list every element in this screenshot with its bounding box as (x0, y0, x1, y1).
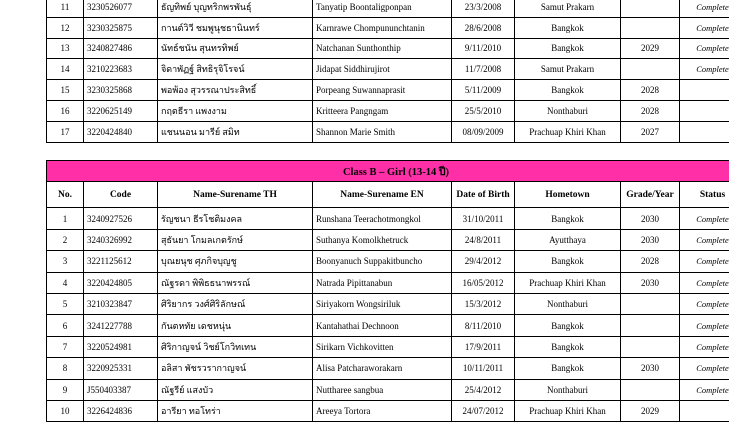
cell-no: 4 (47, 272, 84, 293)
cell-dob: 9/11/2010 (452, 38, 515, 59)
cell-status: Complete (680, 315, 729, 336)
cell-dob: 24/8/2011 (452, 229, 515, 250)
girls-table-previous-class (46, 0, 729, 143)
cell-name-th: กานต์วิวี ชมพูนุชธานินทร์ (158, 17, 313, 38)
cell-grade: 2030 (621, 229, 680, 250)
cell-grade: 2028 (621, 251, 680, 272)
table-row (47, 358, 729, 379)
table-row (47, 208, 729, 229)
table-row (47, 293, 729, 314)
cell-code: J550403387 (84, 379, 158, 400)
cell-dob: 5/11/2009 (452, 80, 515, 101)
cell-name-en: Kantahathai Dechnoon (313, 315, 452, 336)
cell-name-en: Areeya Tortora (313, 400, 452, 421)
cell-status: Complete (680, 379, 729, 400)
cell-no: 5 (47, 293, 84, 314)
cell-grade: 2030 (621, 208, 680, 229)
cell-status: Complete (680, 17, 729, 38)
cell-status: Complete (680, 272, 729, 293)
cell-no: 13 (47, 38, 84, 59)
cell-grade: 2027 (621, 121, 680, 142)
header-hometown: Hometown (515, 182, 621, 208)
cell-code: 3230526077 (84, 0, 158, 17)
header-dob: Date of Birth (452, 182, 515, 208)
cell-name-en: Boonyanuch Suppakitbuncho (313, 251, 452, 272)
cell-grade (621, 293, 680, 314)
table-row (47, 272, 729, 293)
cell-no: 1 (47, 208, 84, 229)
cell-no: 2 (47, 229, 84, 250)
cell-code: 3230325875 (84, 17, 158, 38)
cell-dob: 23/3/2008 (452, 0, 515, 17)
cell-status (680, 121, 729, 142)
cell-code: 3241227788 (84, 315, 158, 336)
cell-name-en: Suthanya Komolkhetruck (313, 229, 452, 250)
cell-name-th: จิดาพัฏฐ์ สิทธิรุจิโรจน์ (158, 59, 313, 80)
cell-name-en: Natchanan Sunthonthip (313, 38, 452, 59)
cell-status (680, 100, 729, 121)
table-row (47, 17, 729, 38)
table-row (47, 379, 729, 400)
cell-code: 3240326992 (84, 229, 158, 250)
class-b-girl-table (46, 160, 729, 422)
cell-hometown: Ayutthaya (515, 229, 621, 250)
cell-status (680, 80, 729, 101)
header-no: No. (47, 182, 84, 208)
table-row (47, 38, 729, 59)
cell-status: Complete (680, 251, 729, 272)
cell-hometown: Bangkok (515, 315, 621, 336)
cell-grade: 2030 (621, 358, 680, 379)
cell-code: 3210223683 (84, 59, 158, 80)
cell-name-th: ศิริกาญจน์ วิชย์โกวิทเทน (158, 336, 313, 357)
cell-hometown: Bangkok (515, 208, 621, 229)
cell-code: 3220925331 (84, 358, 158, 379)
cell-hometown: Nonthaburi (515, 379, 621, 400)
cell-dob: 16/05/2012 (452, 272, 515, 293)
cell-no: 12 (47, 17, 84, 38)
cell-code: 3230325868 (84, 80, 158, 101)
cell-grade (621, 17, 680, 38)
cell-dob: 31/10/2011 (452, 208, 515, 229)
cell-name-en: Jidapat Siddhirujirot (313, 59, 452, 80)
table-row (47, 59, 729, 80)
table-row (47, 336, 729, 357)
cell-status: Complete (680, 336, 729, 357)
cell-name-th: พอพ้อง สุวรรณาประสิทธิ์ (158, 80, 313, 101)
table-row (47, 229, 729, 250)
cell-name-en: Porpeang Suwannaprasit (313, 80, 452, 101)
cell-dob: 17/9/2011 (452, 336, 515, 357)
cell-dob: 10/11/2011 (452, 358, 515, 379)
cell-name-th: กฤตธีรา แพงงาม (158, 100, 313, 121)
cell-no: 3 (47, 251, 84, 272)
cell-grade: 2028 (621, 80, 680, 101)
cell-no: 10 (47, 400, 84, 421)
cell-grade: 2029 (621, 38, 680, 59)
cell-code: 3220424840 (84, 121, 158, 142)
cell-grade (621, 59, 680, 80)
cell-name-en: Kritteera Pangngam (313, 100, 452, 121)
cell-name-th: รัญชนา ธีรโชติมงคล (158, 208, 313, 229)
cell-grade (621, 0, 680, 17)
cell-status: Complete (680, 229, 729, 250)
cell-name-th: กันตหทัย เดชหนุ่น (158, 315, 313, 336)
table-row (47, 121, 729, 142)
cell-status: Complete (680, 293, 729, 314)
cell-dob: 8/11/2010 (452, 315, 515, 336)
cell-dob: 08/09/2009 (452, 121, 515, 142)
cell-dob: 25/4/2012 (452, 379, 515, 400)
cell-hometown: Samut Prakarn (515, 59, 621, 80)
cell-hometown: Prachuap Khiri Khan (515, 121, 621, 142)
cell-hometown: Bangkok (515, 358, 621, 379)
cell-dob: 25/5/2010 (452, 100, 515, 121)
cell-hometown: Nonthaburi (515, 293, 621, 314)
cell-no: 17 (47, 121, 84, 142)
cell-no: 8 (47, 358, 84, 379)
header-name-th: Name-Surename TH (158, 182, 313, 208)
table-row (47, 100, 729, 121)
cell-name-en: Nuttharee sangbua (313, 379, 452, 400)
cell-name-th: สุธันยา โกมลเกตรักษ์ (158, 229, 313, 250)
cell-hometown: Bangkok (515, 336, 621, 357)
cell-code: 3220424805 (84, 272, 158, 293)
cell-dob: 24/07/2012 (452, 400, 515, 421)
cell-hometown: Prachuap Khiri Khan (515, 272, 621, 293)
cell-grade (621, 336, 680, 357)
cell-dob: 29/4/2012 (452, 251, 515, 272)
cell-name-th: แชนนอน มารีย์ สมิท (158, 121, 313, 142)
cell-no: 14 (47, 59, 84, 80)
cell-status: Complete (680, 0, 729, 17)
previous-class-body (47, 0, 729, 142)
cell-no: 7 (47, 336, 84, 357)
cell-no: 11 (47, 0, 84, 17)
cell-code: 3240927526 (84, 208, 158, 229)
cell-name-en: Sirikarn Vichkovitten (313, 336, 452, 357)
cell-dob: 28/6/2008 (452, 17, 515, 38)
cell-name-th: บุณยนุช ศุภกิจบุญชู (158, 251, 313, 272)
cell-hometown: Bangkok (515, 38, 621, 59)
cell-hometown: Bangkok (515, 17, 621, 38)
header-code: Code (84, 182, 158, 208)
column-header-row (47, 182, 729, 208)
cell-name-en: Runshana Teerachotmongkol (313, 208, 452, 229)
class-title-row (47, 161, 729, 182)
cell-name-en: Siriyakorn Wongsiriluk (313, 293, 452, 314)
cell-name-th: ธัญทิพย์ บุญทริกพรพันธุ์ (158, 0, 313, 17)
cell-name-th: อารียา ทอโทร่า (158, 400, 313, 421)
cell-code: 3220625149 (84, 100, 158, 121)
table-row (47, 0, 729, 17)
cell-no: 6 (47, 315, 84, 336)
cell-no: 9 (47, 379, 84, 400)
cell-code: 3240827486 (84, 38, 158, 59)
header-grade: Grade/Year (621, 182, 680, 208)
cell-grade (621, 315, 680, 336)
header-name-en: Name-Surename EN (313, 182, 452, 208)
cell-grade: 2029 (621, 400, 680, 421)
cell-code: 3220524981 (84, 336, 158, 357)
cell-name-th: ศิริยากร วงศ์ศิริลักษณ์ (158, 293, 313, 314)
cell-status (680, 400, 729, 421)
cell-code: 3226424836 (84, 400, 158, 421)
cell-dob: 11/7/2008 (452, 59, 515, 80)
class-b-body (47, 208, 729, 422)
cell-grade: 2028 (621, 100, 680, 121)
cell-dob: 15/3/2012 (452, 293, 515, 314)
cell-status: Complete (680, 38, 729, 59)
table-row (47, 315, 729, 336)
cell-status: Complete (680, 59, 729, 80)
cell-hometown: Nonthaburi (515, 100, 621, 121)
cell-hometown: Prachuap Khiri Khan (515, 400, 621, 421)
cell-name-th: ณัฐรดา พิพิธธนาพรรณ์ (158, 272, 313, 293)
class-title: Class B – Girl (13-14 ปี) (47, 161, 729, 182)
cell-name-en: Natrada Pipittanabun (313, 272, 452, 293)
cell-grade (621, 379, 680, 400)
cell-name-th: อลิสา พัชรวรากาญจน์ (158, 358, 313, 379)
cell-name-en: Karnrawe Chompununchtanin (313, 17, 452, 38)
cell-grade: 2030 (621, 272, 680, 293)
cell-hometown: Bangkok (515, 80, 621, 101)
cell-no: 16 (47, 100, 84, 121)
cell-no: 15 (47, 80, 84, 101)
cell-name-en: Tanyatip Boontaligponpan (313, 0, 452, 17)
cell-code: 3221125612 (84, 251, 158, 272)
cell-hometown: Samut Prakarn (515, 0, 621, 17)
table-row (47, 251, 729, 272)
cell-name-en: Alisa Patcharaworakarn (313, 358, 452, 379)
table-row (47, 400, 729, 421)
table-row (47, 80, 729, 101)
cell-name-th: ณัฐรีย์ แสงบัว (158, 379, 313, 400)
cell-name-th: นัทธ์ชนัน สุนทรทิพย์ (158, 38, 313, 59)
cell-code: 3210323847 (84, 293, 158, 314)
cell-status: Complete (680, 208, 729, 229)
cell-status: Complete (680, 358, 729, 379)
cell-name-en: Shannon Marie Smith (313, 121, 452, 142)
cell-hometown: Bangkok (515, 251, 621, 272)
header-status: Status (680, 182, 729, 208)
